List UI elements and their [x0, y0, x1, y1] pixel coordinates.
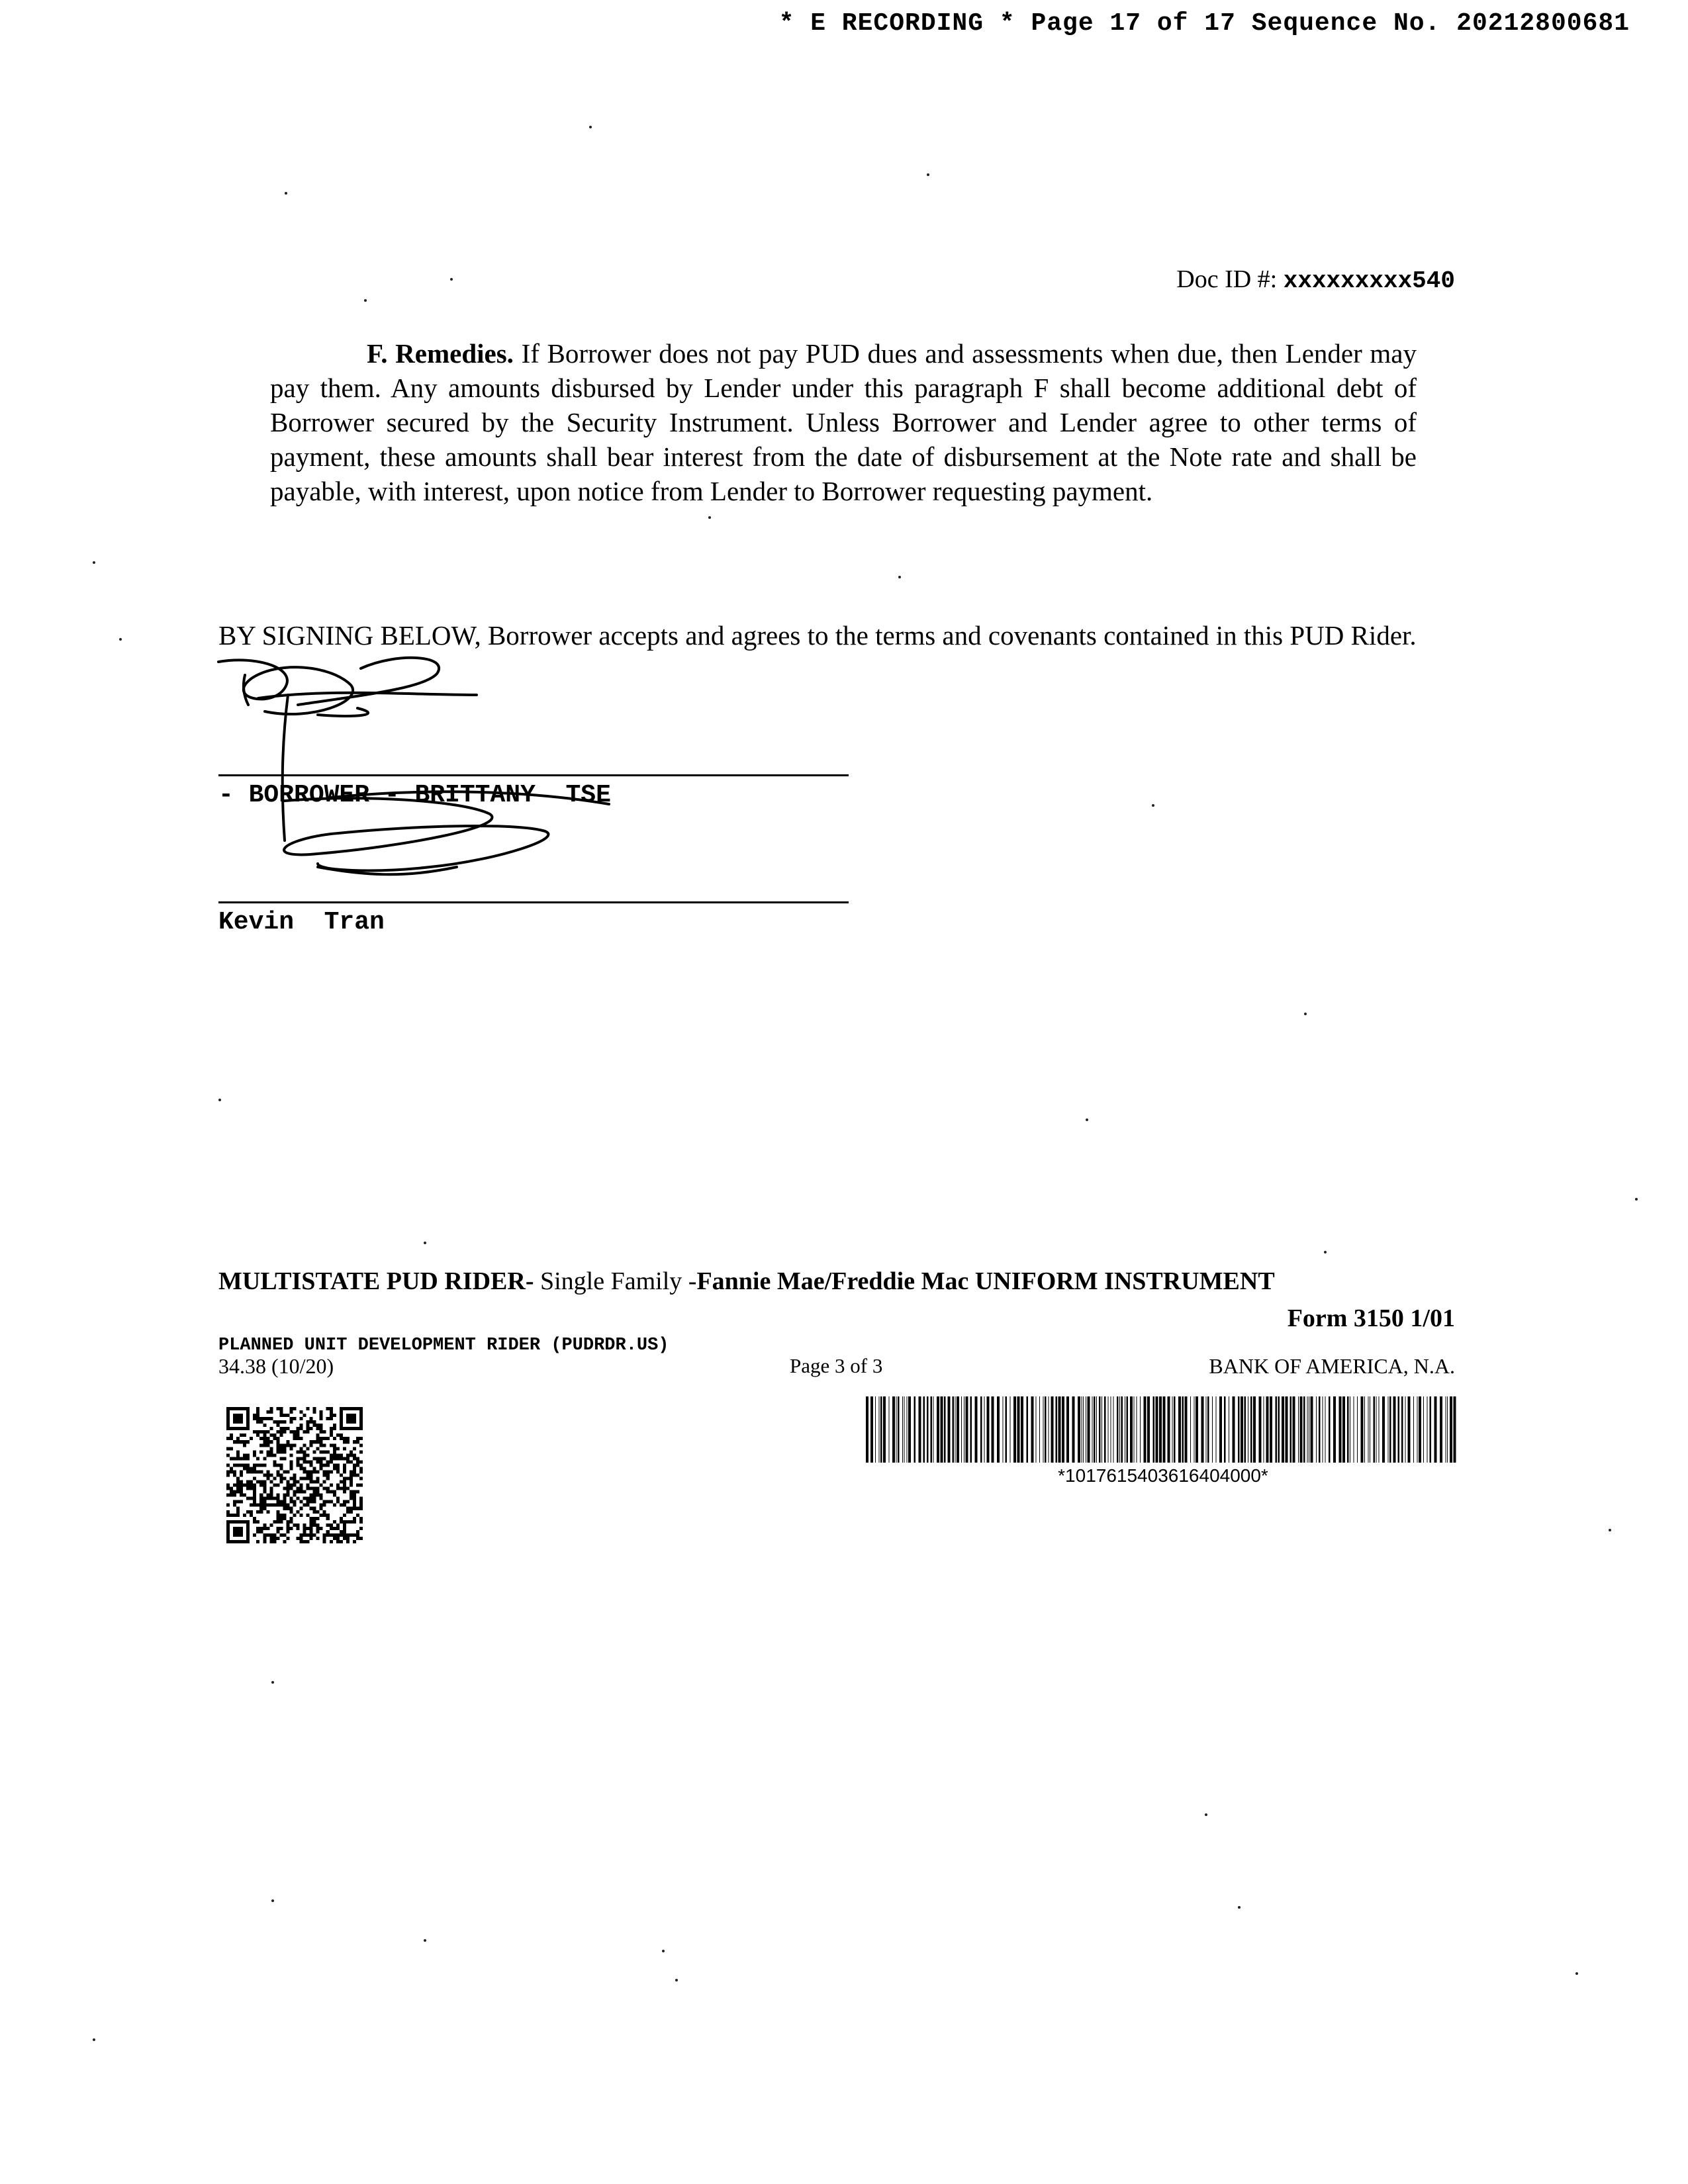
borrower-2-name: Kevin Tran — [218, 908, 385, 936]
signature-1-stroke — [218, 660, 353, 714]
scan-speck — [1304, 1013, 1307, 1015]
form-version: 34.38 (10/20) — [218, 1354, 334, 1378]
doc-id-label: Doc ID #: — [1176, 265, 1278, 293]
signature-1-stroke — [258, 693, 477, 698]
scan-speck — [424, 1939, 426, 1942]
signature-line-1 — [218, 774, 849, 776]
scan-speck — [93, 2038, 95, 2041]
signature-1-stroke — [298, 658, 439, 705]
scan-speck — [675, 1979, 678, 1981]
scan-speck — [1238, 1906, 1241, 1909]
scan-speck — [218, 1099, 221, 1101]
scan-speck — [1609, 1529, 1611, 1531]
scan-speck — [119, 638, 122, 641]
scan-speck — [1635, 1198, 1638, 1201]
scan-speck — [424, 1242, 426, 1244]
barcode-number: *1017615403616404000* — [1058, 1465, 1268, 1486]
scan-speck — [1086, 1118, 1088, 1121]
scan-speck — [589, 126, 592, 128]
form-number: Form 3150 1/01 — [1287, 1304, 1455, 1332]
scan-speck — [708, 516, 711, 519]
scan-speck — [927, 173, 929, 176]
signature-1-stroke — [244, 675, 248, 705]
remedies-heading: F. Remedies. — [367, 338, 514, 369]
form-title-bold-1: MULTISTATE PUD RIDER- — [218, 1267, 534, 1295]
scan-speck — [1152, 804, 1154, 807]
scan-speck — [1575, 1972, 1578, 1975]
scan-speck — [1324, 1251, 1327, 1253]
barcode — [866, 1396, 1460, 1463]
scan-speck — [364, 299, 367, 302]
remedies-body: If Borrower does not pay PUD dues and assessments when due, then Lender may pay them. Any amounts disbursed by Lender under this paragraph F shall become additional debt of Borrower secured by the Security Instrument. Unless Borrower and Lender agree to other terms of payment, these amounts shall bear interest from the date of disbursement at the Note rate and shall be payable, with interest, upon notice from Lender to Borrower requesting payment. — [270, 338, 1417, 506]
scan-speck — [93, 561, 95, 564]
scan-speck — [271, 1899, 274, 1902]
qr-code — [226, 1407, 363, 1543]
scan-speck — [450, 278, 453, 281]
signing-statement-text: BY SIGNING BELOW, Borrower accepts and agrees to the terms and covenants contained in this PUD Rider. — [218, 620, 1417, 651]
scan-speck — [271, 1681, 274, 1684]
scan-speck — [1205, 1813, 1207, 1816]
scan-speck — [662, 1950, 665, 1952]
form-title — [218, 1267, 1275, 1296]
borrower-1-name: - BORROWER - BRITTANY TSE — [218, 781, 611, 809]
remedies-paragraph — [270, 336, 1417, 508]
signature-1-stroke — [283, 695, 288, 841]
signature-2-stroke — [318, 867, 457, 874]
scan-speck — [898, 576, 901, 578]
form-title-regular: Single Family - — [534, 1267, 697, 1295]
signature-line-2 — [218, 901, 849, 903]
doc-id-value: xxxxxxxxx540 — [1283, 267, 1455, 295]
signature-1-stroke — [318, 708, 368, 716]
doc-id — [1176, 265, 1455, 295]
remedies-section — [270, 336, 1417, 508]
lender-name: BANK OF AMERICA, N.A. — [1209, 1354, 1455, 1378]
page-indicator: Page 3 of 3 — [790, 1354, 883, 1377]
form-title-bold-2: Fannie Mae/Freddie Mac UNIFORM INSTRUMENT — [696, 1267, 1275, 1295]
recording-banner: * E RECORDING * Page 17 of 17 Sequence No. 20212800681 — [778, 9, 1630, 38]
form-name: PLANNED UNIT DEVELOPMENT RIDER (PUDRDR.US) — [218, 1336, 669, 1355]
signing-statement — [218, 618, 1456, 653]
scan-speck — [285, 192, 287, 195]
